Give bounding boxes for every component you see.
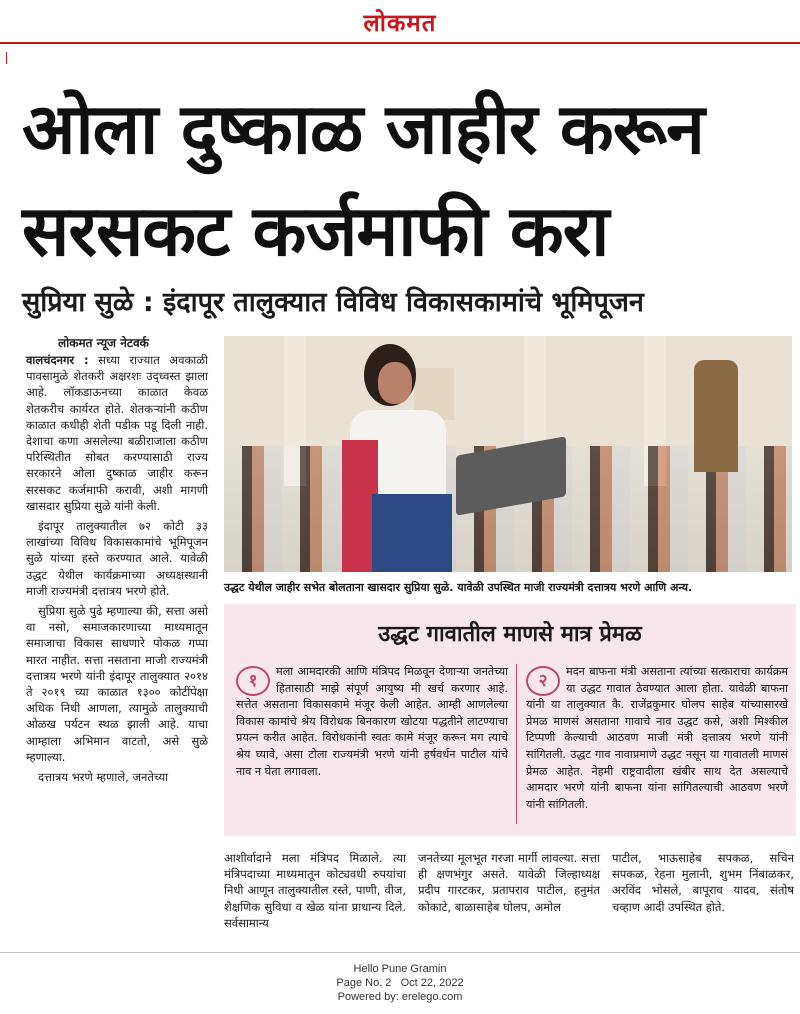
sidebar-box (224, 604, 796, 836)
article-paragraph: वालचंदनगर : सध्या राज्यात अवकाळी पावसामुळे शेतकरी अक्षरशः उद्ध्वस्त झाला आहे. लॉकडाऊनच्या काळात केवळ शेतकरीच कार्यरत होते. शेतकऱ्यांनी कठीण काळात कधीही शेती पडीक पडू दिली नाही. देशाचा कणा असलेल्या बळीराजाला कठीण परिस्थितीत सोबत करण्यासाठी राज्य सरकारने ओला दुष्काळ जाहीर करून सरसकट कर्जमाफी करावी, अशी मागणी खासदार सुप्रिया सुळे यांनी केली. (26, 353, 209, 513)
sidebar-box-title: उद्धट गावातील माणसे मात्र प्रेमळ (378, 622, 642, 647)
article-photo (224, 336, 792, 572)
footer-page-date: Page No. 2 Oct 22, 2022 (336, 977, 464, 989)
byline: लोकमत न्यूज नेटवर्क (58, 336, 149, 350)
article-paragraph: दत्तात्रय भरणे म्हणाले, जनतेच्या (38, 770, 169, 785)
headline (22, 78, 792, 282)
article-paragraph: इंदापूर तालुक्यातील ७२ कोटी ३३ लाखांच्या विविध विकासकामांचे भूमिपूजन सुळे यांच्या हस्ते करण्यात आले. यावेळी उद्धट येथील कार्यक्रमाच्या अध्यक्षस्थानी माजी राज्यमंत्री दत्तात्रय भरणे होते. (26, 519, 208, 598)
sidebar-box-column-1: १ मला आमदारकी आणि मंत्रिपद मिळवून देणाऱ्या जनतेच्या हितासाठी माझे संपूर्ण आयुष्य मी खर्च करणार आहे. सत्तेत असताना विकासकामे मंजूर केली आहेत. आम्ही आणलेल्या विकास कामांचे श्रेय विरोधक बिनकारण खोटया पद्धतीने लाटण्याचा प्रयत्न करीत आहेत. विरोधकांनी स्वतः कामे मंजूर करून मग त्याचे श्रेय घ्यावे, असा टोला राज्यमंत्री भरणे यांनी हर्षवर्धन पाटील यांचे नाव न घेता लगावला. (236, 665, 508, 778)
headline-line-2: सरसकट कर्जमाफी करा (22, 190, 609, 272)
margin-mark (6, 52, 7, 64)
article-bottom-column-1: आशीर्वादाने मला मंत्रिपद मिळाले. त्या मंत्रिपदाच्या माध्यमातून कोट्यवधी रुपयांचा निधी आणून तालुक्यातील रस्ते, पाणी, वीज, शैक्षणिक सुविधा व खेळ यांना प्राधान्य दिले. सर्वसामान्य (224, 851, 406, 930)
footer-powered-by[interactable]: Powered by: erelego.com (337, 991, 463, 1003)
footer-edition: Hello Pune Gramin (353, 963, 447, 975)
number-badge: १ (236, 666, 270, 696)
number-badge: २ (526, 666, 560, 696)
dateline: वालचंदनगर : (26, 353, 89, 367)
sidebar-box-column-2: २ मदन बाफना मंत्री असताना त्यांच्या सत्काराचा कार्यक्रम या उद्धट गावात ठेवण्यात आला होता. यावेळी बाफना यांनी या तालुक्यात कै. राजेंद्रकुमार घोलप साहेब यांच्यासारखे प्रेमळ माणसं असताना गावाचे नाव उद्धट कसे, अशी मिश्कील टिप्पणी केल्याची आठवण माजी मंत्री दत्तात्रय भरणे यांनी सांगितली. उद्धट गाव नावाप्रमाणे उद्धट नसून या गावातली माणसं प्रेमळ आहेत. नेहमी राष्ट्रवादीला खंबीर साथ देत असल्याचे आमदार भरणे यांनी बाफना यांना सांगितल्याची आठवण भरणे यांनी सांगितली. (526, 665, 788, 811)
article-paragraph: सुप्रिया सुळे पुढे म्हणाल्या की, सत्ता असो वा नसो, समाजकारणाच्या माध्यमातून समाजाचा विकास साधणारे पोकळ गप्पा मारत नाहीत. सत्ता नसताना माजी राज्यमंत्री दत्तात्रय भरणे यांनी इंदापूर तालुक्यात २०१४ ते २०१९ च्या काळात १३०० कोटींपेक्षा अधिक निधी आणला, त्यामुळे तालुक्याची ओळख पर्यटन स्थळ झाली आहे. याचा आम्हाला अभिमान वाटतो, असे सुळे म्हणाल्या. (26, 604, 208, 764)
article-left-column (26, 352, 208, 789)
subheadline: सुप्रिया सुळे : इंदापूर तालुक्यात विविध विकासकामांचे भूमिपूजन (22, 287, 644, 318)
masthead (0, 0, 800, 46)
footer-rule (0, 952, 800, 953)
newspaper-logo: लोकमत (363, 8, 437, 37)
column-divider (516, 664, 517, 824)
article-bottom-column-3: पाटील, भाऊसाहेब सपकळ, सचिन सपकळ, रेहना मुलानी, शुभम निंबाळकर, अरविंद भोसले, बापूराव यादव, संतोष चव्हाण आदी उपस्थित होते. (612, 851, 794, 914)
page-footer (0, 962, 800, 1004)
speaker-figure (342, 344, 452, 572)
photo-caption: उद्धट येथील जाहीर सभेत बोलताना खासदार सुप्रिया सुळे. यावेळी उपस्थित माजी राज्यमंत्री दत्तात्रय भरणे आणि अन्य. (224, 581, 693, 594)
photographer (694, 360, 738, 472)
headline-line-1: ओला दुष्काळ जाहीर करून (22, 88, 704, 170)
masthead-rule (0, 42, 800, 44)
article-bottom-column-2: जनतेच्या मूलभूत गरजा मार्गी लावल्या. सत्ता ही क्षणभंगुर असते. यावेळी जिल्हाध्यक्ष प्रदीप गारटकर, प्रतापराव पाटील, हनुमंत कोकाटे, बाळासाहेब घोलप, अमोल (418, 851, 600, 914)
